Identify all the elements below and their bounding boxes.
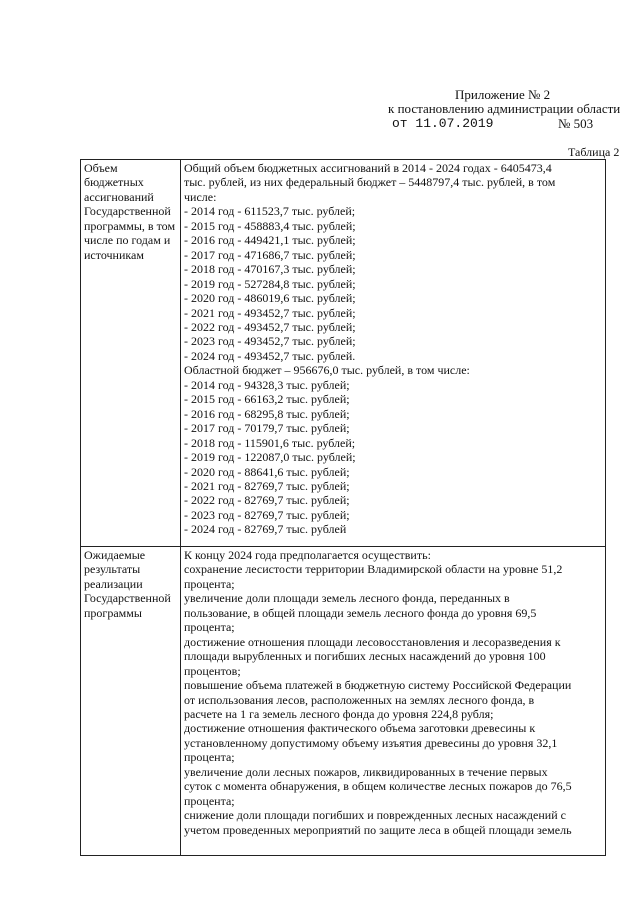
- table-row-budget: [81, 160, 606, 547]
- resolution-number: № 503: [558, 116, 594, 131]
- row2-line: К концу 2024 года предполагается осуществить:: [184, 548, 431, 562]
- row1-line: - 2024 год - 82769,7 тыс. рублей: [184, 522, 347, 537]
- row2-line: процента;: [184, 620, 235, 635]
- row2-line: расчете на 1 га земель лесного фонда до уровня 224,8 рубля;: [184, 706, 494, 721]
- row2-line: площади вырубленных и погибших лесных насаждений до уровня 100: [184, 649, 546, 664]
- row1-line: - 2014 год - 611523,7 тыс. рублей;: [184, 204, 356, 219]
- row2-line: от использования лесов, расположенных на землях лесного фонда, в: [184, 692, 535, 707]
- row1-line: - 2021 год - 82769,7 тыс. рублей;: [184, 478, 350, 493]
- table-label: Таблица 2: [568, 145, 620, 159]
- row1-line: - 2019 год - 122087,0 тыс. рублей;: [184, 450, 356, 465]
- row2-line: достижение отношения фактического объема заготовки древесины к: [184, 721, 536, 736]
- row2-line: процента;: [184, 750, 235, 765]
- budget-label-cell: [81, 160, 181, 547]
- row1-line: - 2018 год - 115901,6 тыс. рублей;: [184, 435, 356, 450]
- row1-line: - 2022 год - 493452,7 тыс. рублей;: [184, 319, 356, 334]
- row2-line: достижение отношения площади лесовосстановления и лесоразведения к: [184, 634, 561, 649]
- results-label: Ожидаемые результаты реализации Государственной программы: [84, 548, 171, 620]
- budget-content-cell: [181, 160, 606, 547]
- row1-line: - 2016 год - 449421,1 тыс. рублей;: [184, 233, 356, 248]
- row2-line: повышение объема платежей в бюджетную систему Российской Федерации: [184, 678, 572, 693]
- results-label-cell: [81, 547, 181, 856]
- row2-line: увеличение доли площади земель лесного фонда, переданных в: [184, 591, 510, 606]
- row1-line: - 2015 год - 458883,4 тыс. рублей;: [184, 218, 356, 233]
- row1-line: - 2015 год - 66163,2 тыс. рублей;: [184, 392, 350, 407]
- row1-line: - 2024 год - 493452,7 тыс. рублей.: [184, 348, 356, 363]
- row2-line: пользование, в общей площади земель лесного фонда до уровня 69,5: [184, 605, 537, 620]
- row1-line: - 2016 год - 68295,8 тыс. рублей;: [184, 406, 350, 421]
- row1-line: - 2023 год - 82769,7 тыс. рублей;: [184, 507, 350, 522]
- row2-line: установленному допустимому объему изъятия древесины до уровня 32,1: [184, 735, 558, 750]
- resolution-date: от 11.07.2019: [392, 116, 494, 131]
- row2-line: сохранение лесистости территории Владимирской области на уровне 51,2: [184, 562, 563, 577]
- row1-line: - 2017 год - 471686,7 тыс. рублей;: [184, 247, 356, 262]
- row1-line: - 2019 год - 527284,8 тыс. рублей;: [184, 276, 356, 291]
- row1-line: - 2020 год - 88641,6 тыс. рублей;: [184, 464, 350, 479]
- results-content-cell: [181, 547, 606, 856]
- row2-line: суток с момента обнаружения, в общем количестве лесных пожаров до 76,5: [184, 779, 572, 794]
- row1-line: тыс. рублей, из них федеральный бюджет – 5448797,4 тыс. рублей, в том: [184, 175, 556, 190]
- row1-line: Общий объем бюджетных ассигнований в 2014 - 2024 годах - 6405473,4: [184, 161, 552, 175]
- table-row-results: [81, 547, 606, 856]
- row1-line: Областной бюджет – 956676,0 тыс. рублей, в том числе:: [184, 363, 470, 378]
- row2-line: снижение доли площади погибших и поврежденных лесных насаждений с: [184, 808, 566, 823]
- results-lines: [184, 548, 602, 837]
- budget-lines: [184, 161, 602, 537]
- row1-line: - 2022 год - 82769,7 тыс. рублей;: [184, 493, 350, 508]
- row2-line: увеличение доли лесных пожаров, ликвидированных в течение первых: [184, 764, 548, 779]
- budget-label: Объем бюджетных ассигнований Государственной программы, в том числе по годам и источникам: [84, 161, 176, 262]
- row1-line: - 2023 год - 493452,7 тыс. рублей;: [184, 334, 356, 349]
- program-passport-table: [80, 159, 606, 856]
- row1-line: - 2017 год - 70179,7 тыс. рублей;: [184, 421, 350, 436]
- row2-line: процента;: [184, 793, 235, 808]
- row1-line: числе:: [184, 189, 217, 204]
- row2-line: процента;: [184, 576, 235, 591]
- row2-line: учетом проведенных мероприятий по защите леса в общей площади земель: [184, 822, 572, 837]
- row1-line: - 2018 год - 470167,3 тыс. рублей;: [184, 262, 356, 277]
- resolution-reference: к постановлению администрации области: [388, 101, 621, 116]
- row1-line: - 2014 год - 94328,3 тыс. рублей;: [184, 377, 350, 392]
- row1-line: - 2021 год - 493452,7 тыс. рублей;: [184, 305, 356, 320]
- row2-line: процентов;: [184, 663, 241, 678]
- row1-line: - 2020 год - 486019,6 тыс. рублей;: [184, 291, 356, 306]
- appendix-title: Приложение № 2: [455, 87, 551, 102]
